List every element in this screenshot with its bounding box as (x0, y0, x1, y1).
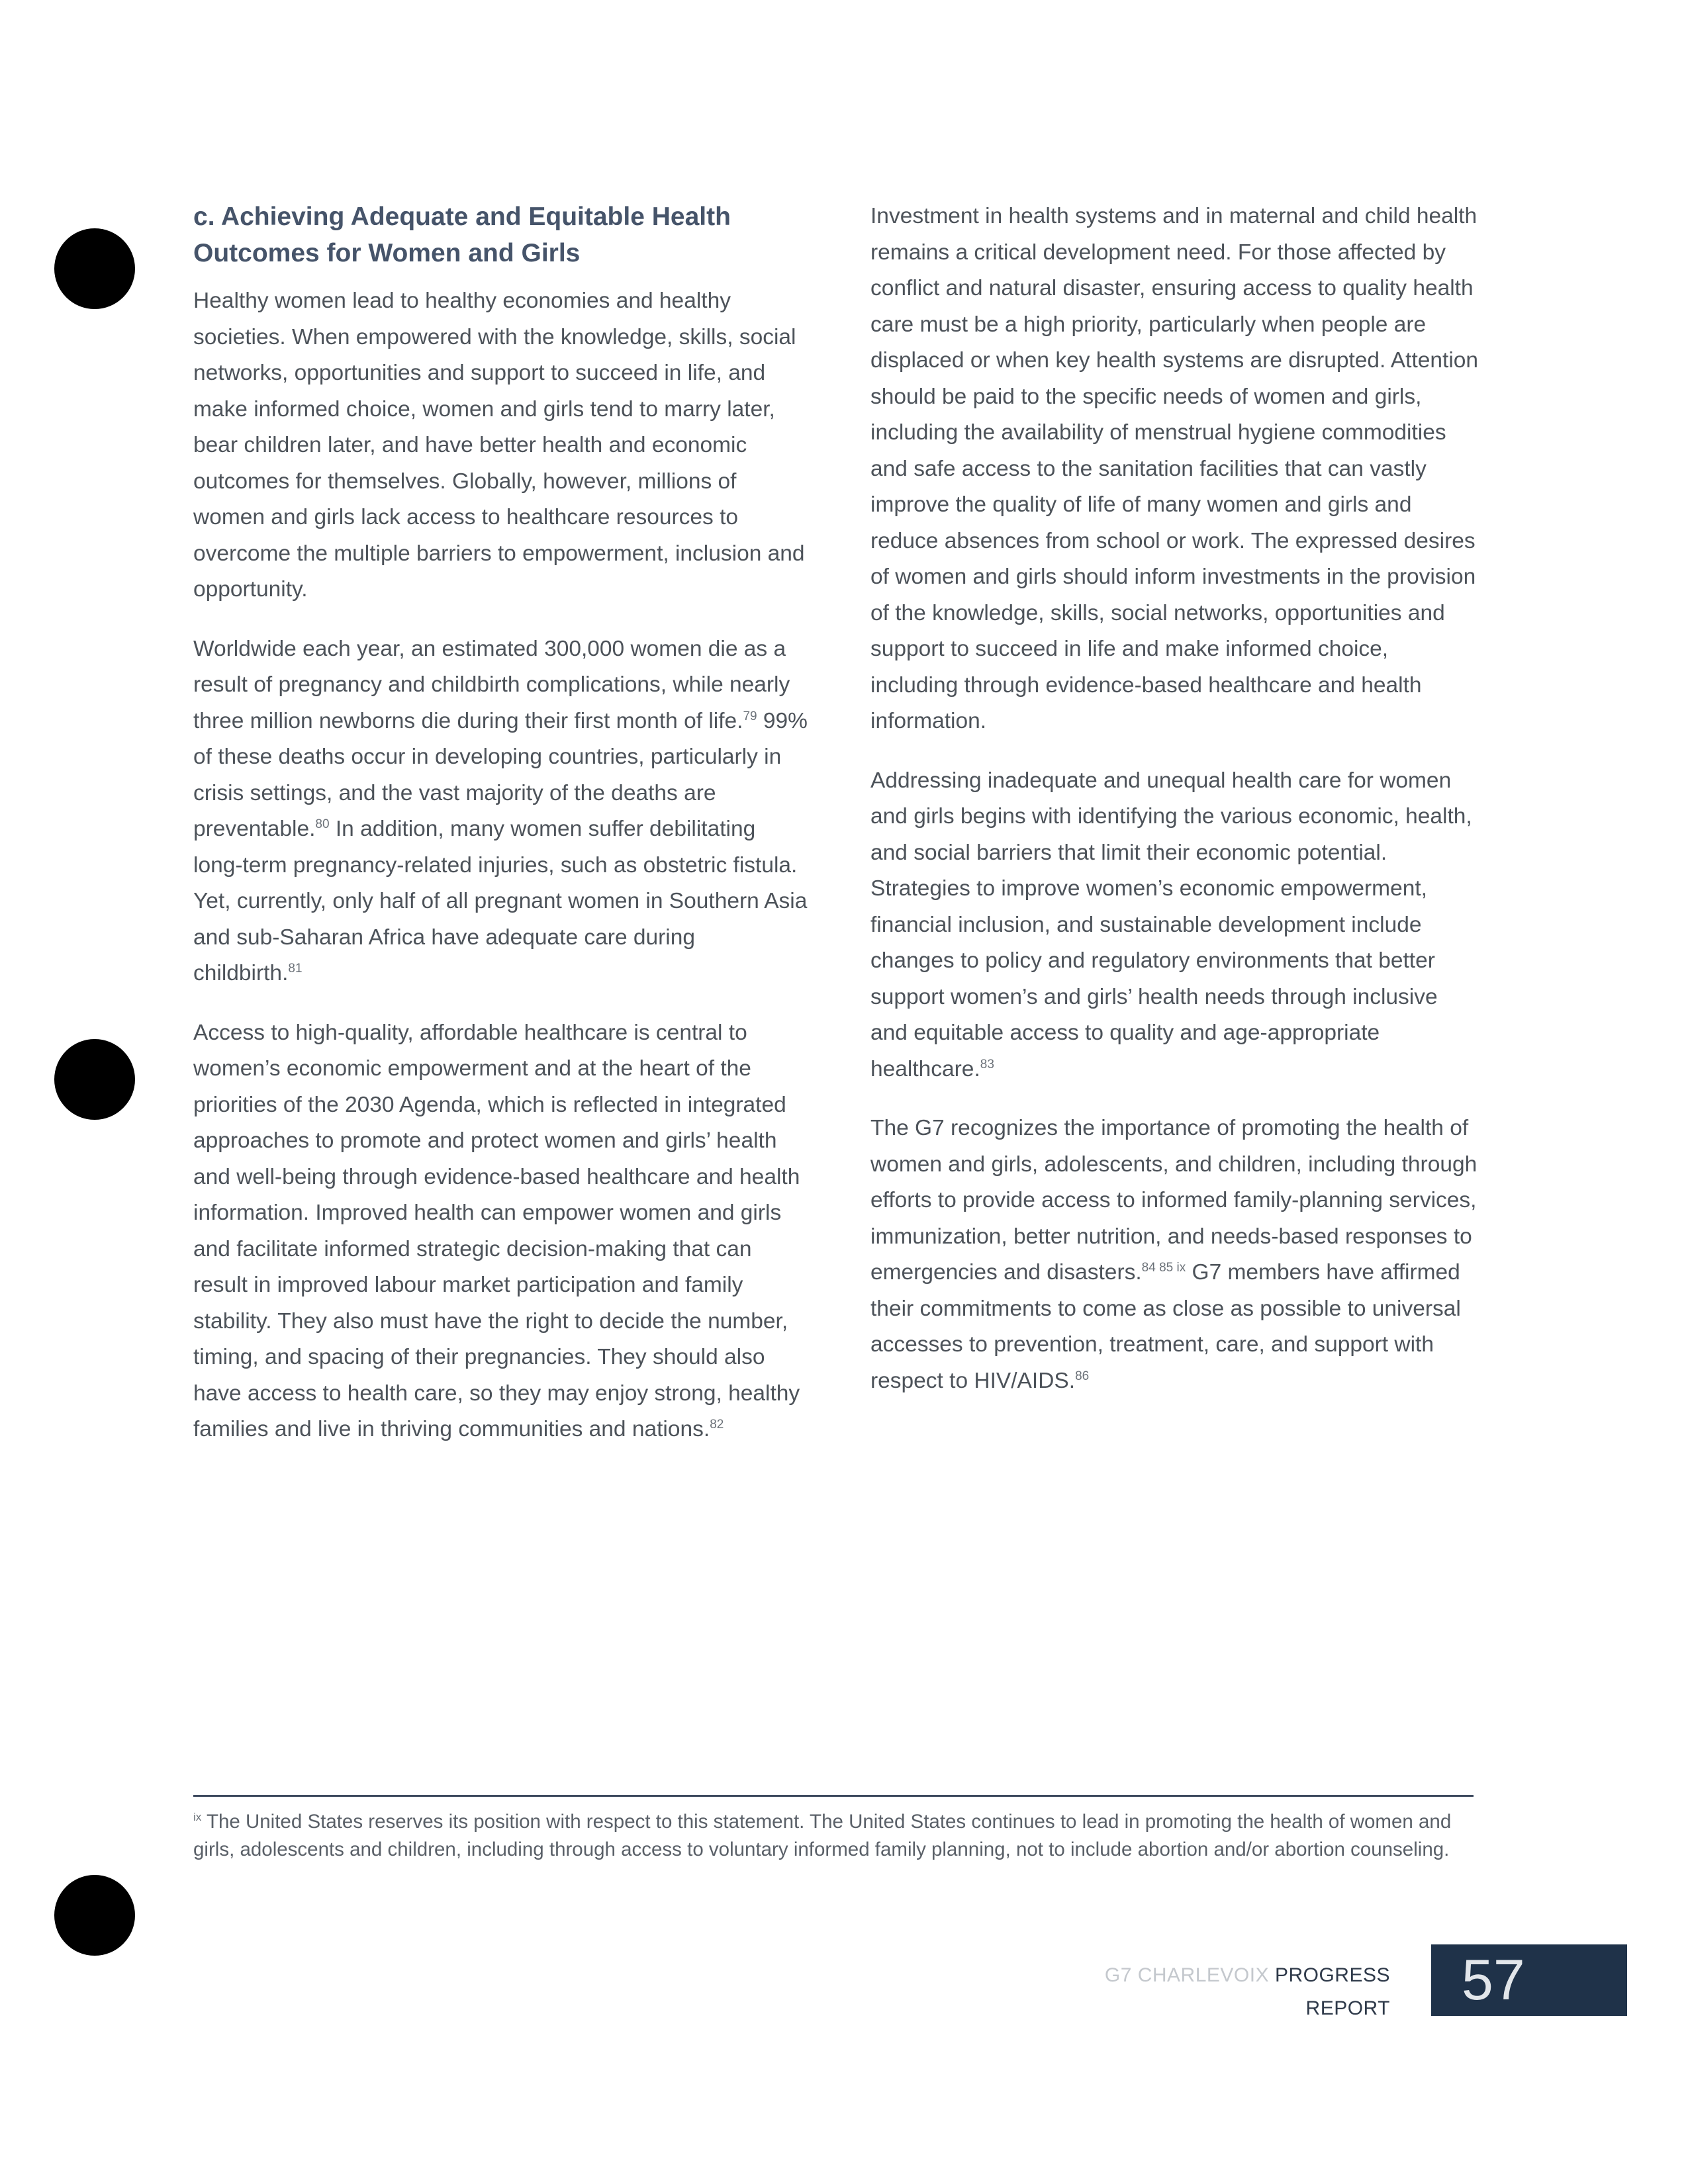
endnote-ref-81: 81 (288, 961, 303, 976)
paragraph-investment-health-systems (870, 199, 1479, 740)
footnote-text: The United States reserves its position with respect to this statement. The United States continues to lead in promoting the health of women and girls, adolescents and children, including through access to voluntary informed family planning, not to include abortion and/or abortion counseling. (193, 1811, 1452, 1860)
page-number-box (1431, 1944, 1627, 2016)
endnote-ref-83: 83 (980, 1057, 994, 1071)
paragraph-access-healthcare (193, 1015, 809, 1448)
right-column (870, 199, 1479, 1422)
left-column (193, 199, 809, 1471)
paragraph-text: Access to high-quality, affordable healthcare is central to women’s economic empowerment and at the heart of the priorities of the 2030 Agenda, which is reflected in integrated approaches to promote and protect women and girls’ health and well-being through evidence-based healthcare and health information. Improved health can empower women and girls and facilitate informed strategic decision-making that can result in improved labour market participation and family stability. They also must have the right to decide the number, timing, and spacing of their pregnancies. They should also have access to health care, so they may enjoy strong, healthy families and live in thriving communities and nations. (193, 1020, 800, 1441)
endnote-ref-79: 79 (743, 709, 757, 723)
paragraph-text: Addressing inadequate and unequal health care for women and girls begins with identifying the various economic, health, and social barriers that limit their economic potential. Strategies to improve women’s economic empowerment, financial inclusion, and sustainable development include changes to policy and regulatory environments that better support women’s and girls’ health needs through inclusive and equitable access to quality and age-appropriate healthcare. (870, 768, 1472, 1081)
endnote-ref-82: 82 (710, 1417, 724, 1432)
paragraph-text: In addition, many women suffer debilitating long-term pregnancy-related injuries, such as obstetric fistula. Yet, currently, only half of all pregnant women in Southern Asia and sub-Saharan Africa have adequate care during childbirth. (193, 817, 808, 985)
footnote-divider (193, 1795, 1474, 1797)
paragraph-maternal-mortality (193, 631, 809, 992)
footer-brand: G7 CHARLEVOIX (1104, 1964, 1270, 1986)
paragraph-text: G7 members have affirmed their commitments to come as close as possible to universal accesses to prevention, treatment, care, and support with respect to HIV/AIDS. (870, 1260, 1461, 1393)
paragraph-text: The G7 recognizes the importance of promoting the health of women and girls, adolescents, and children, including through efforts to provide access to informed family-planning services, immunization, better nutrition, and needs-based responses to emergencies and disasters. (870, 1116, 1477, 1285)
endnote-ref-84-85-ix: 84 85 ix (1141, 1260, 1186, 1275)
paragraph-text: Healthy women lead to healthy economies and healthy societies. When empowered with the knowledge, skills, social networks, opportunities and support to succeed in life, and make informed choice, women and girls tend to marry later, bear children later, and have better health and economic outcomes for themselves. Globally, however, millions of women and girls lack access to healthcare resources to overcome the multiple barriers to empowerment, inclusion and opportunity. (193, 289, 805, 602)
paragraph-text: 99% of these deaths occur in developing countries, particularly in crisis settings, and the vast majority of the deaths are preventable. (193, 708, 808, 841)
paragraph-addressing-inequality (870, 763, 1479, 1088)
binder-hole-bottom (54, 1875, 135, 1956)
paragraph-g7-recognizes (870, 1111, 1479, 1399)
paragraph-text: Worldwide each year, an estimated 300,000 women die as a result of pregnancy and childbirth complications, while nearly three million newborns die during their first month of life. (193, 636, 790, 733)
footnote (193, 1808, 1471, 1864)
endnote-ref-86: 86 (1075, 1369, 1090, 1383)
paragraph-healthy-women (193, 283, 809, 608)
paragraph-text: Investment in health systems and in maternal and child health remains a critical development need. For those affected by conflict and natural disaster, ensuring access to quality health care must be a high priority, particularly when people are displaced or when key health systems are disrupted. Attention should be paid to the specific needs of women and girls, including the availability of menstrual hygiene commodities and safe access to the sanitation facilities that can vastly improve the quality of life of many women and girls and reduce absences from school or work. The expressed desires of women and girls should inform investments in the provision of the knowledge, skills, social networks, opportunities and support to succeed in life and make informed choice, including through evidence-based healthcare and health information. (870, 204, 1479, 733)
binder-hole-top (54, 228, 135, 309)
section-heading: c. Achieving Adequate and Equitable Health Outcomes for Women and Girls (193, 203, 731, 267)
report-footer (1033, 1959, 1390, 2025)
footnote-marker: ix (193, 1811, 202, 1824)
endnote-ref-80: 80 (315, 817, 330, 831)
binder-hole-middle (54, 1039, 135, 1120)
page-number: 57 (1462, 1948, 1525, 2012)
footer-report-title: PROGRESS REPORT (1274, 1964, 1390, 2019)
